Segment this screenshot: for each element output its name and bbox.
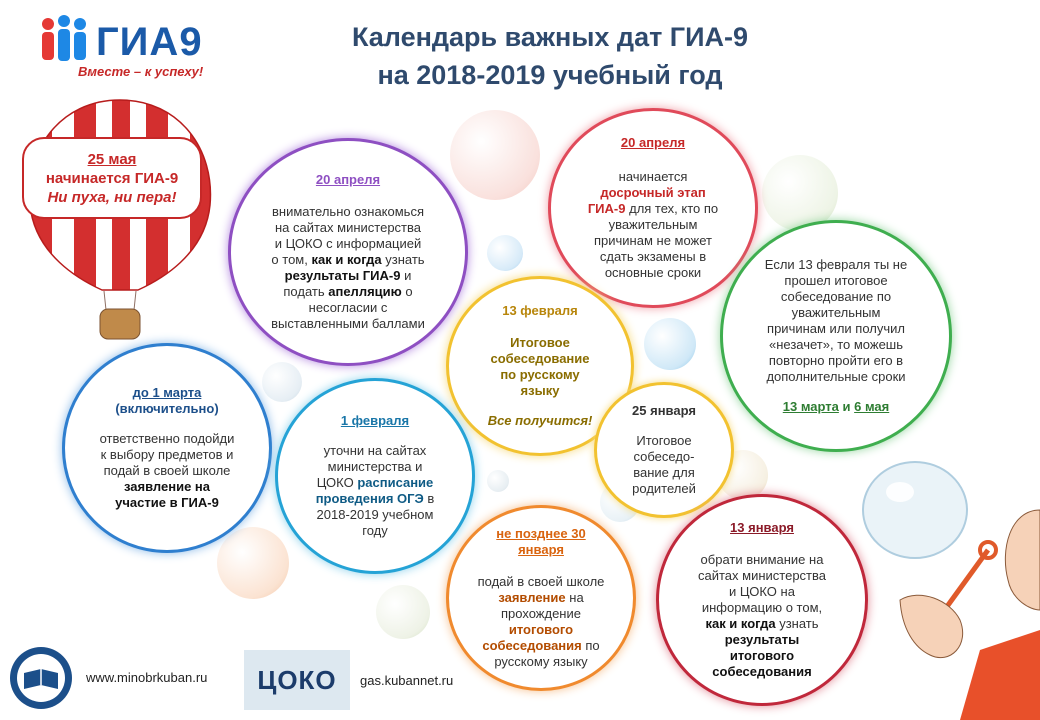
bubble-date: 13 января bbox=[730, 520, 794, 535]
slogan: Вместе – к успеху! bbox=[78, 64, 204, 79]
soap-bubble-decor bbox=[644, 318, 696, 370]
bubble-date: 1 февраля bbox=[340, 413, 410, 428]
gia9-logo bbox=[34, 14, 234, 84]
soap-bubble-decor bbox=[450, 110, 540, 200]
bubble-text: подай в своей школе заявление на прохождение итогового собеседования по русскому языку bbox=[477, 574, 605, 669]
coko-logo: ЦОКО bbox=[244, 650, 350, 710]
ministry-emblem-icon bbox=[8, 645, 74, 711]
soap-bubble-decor bbox=[487, 235, 523, 271]
site-link-minobr[interactable]: www.minobrkuban.ru bbox=[86, 670, 208, 685]
bubble-date: 20 апреля bbox=[315, 172, 381, 187]
bubble-text: Итоговое собеседо-вание для родителей bbox=[632, 433, 696, 496]
bubble-text: ответственно подойди к выбору предметов и подай в своей школе заявление на участие в ГИА-9 bbox=[99, 431, 235, 510]
child-blowing-bubbles-icon bbox=[860, 450, 1040, 720]
bubble-date: 13 февраля bbox=[502, 303, 578, 318]
bubble-text: уточни на сайтах министерства и ЦОКО расписание проведения ОГЭ в 2018-2019 учебном году bbox=[315, 443, 435, 538]
bubble-text: Если 13 февраля ты не прошел итоговое собеседование по уважительным причинам или получил «незачет», то можешь повторно пройти его в дополнительные сроки bbox=[764, 257, 908, 384]
logo-text: ГИА9 bbox=[96, 20, 203, 64]
soap-bubble-decor bbox=[376, 585, 430, 639]
bubble-jan30 bbox=[446, 505, 636, 691]
bubble-text: внимательно ознакомься на сайтах министерства и ЦОКО с информацией о том, как и когда узнать результаты ГИА-9 и подать апелляцию о несогласии с выставленными баллами bbox=[271, 204, 425, 331]
bubble-text: Итоговое собеседование по русскому языку bbox=[490, 335, 590, 398]
people-logo-icon bbox=[34, 14, 94, 64]
bubble-date: 20 апреля bbox=[620, 135, 686, 150]
balloon-line2: Ни пуха, ни пера! bbox=[47, 188, 177, 206]
bubble-jan25 bbox=[594, 382, 734, 518]
bubble-retake bbox=[720, 220, 952, 452]
bubble-text: начинается досрочный этап ГИА-9 для тех, кто по уважительным причинам не может сдать экзамены в основные сроки bbox=[587, 169, 719, 280]
soap-bubble-decor bbox=[262, 362, 302, 402]
bubble-dates: 13 марта и 6 мая bbox=[782, 399, 890, 414]
balloon-line1: начинается ГИА-9 bbox=[45, 169, 179, 187]
bubble-feb1 bbox=[275, 378, 475, 574]
site-link-gas[interactable]: gas.kubannet.ru bbox=[360, 673, 454, 688]
bubble-early-stage bbox=[548, 108, 758, 308]
soap-bubble-decor bbox=[487, 470, 509, 492]
bubble-date: 25 января bbox=[632, 403, 696, 418]
balloon-date: 25 мая bbox=[87, 150, 137, 168]
bubble-appeal bbox=[228, 138, 468, 366]
hot-air-balloon-icon bbox=[20, 95, 220, 355]
bubble-date: до 1 марта bbox=[132, 385, 202, 400]
page-title: Календарь важных дат ГИА-9 на 2018-2019 учебный год bbox=[351, 22, 749, 90]
bubble-date-note: (включительно) bbox=[115, 401, 219, 416]
soap-bubble-decor bbox=[217, 527, 289, 599]
bubble-jan13 bbox=[656, 494, 868, 706]
bubble-slogan: Все получится! bbox=[487, 413, 593, 428]
balloon-card bbox=[22, 137, 202, 219]
bubble-march1 bbox=[62, 343, 272, 553]
bubble-date: не позднее 30 января bbox=[496, 526, 586, 557]
bubble-text: обрати внимание на сайтах министерства и ЦОКО на информацию о том, как и когда узнать результаты итогового собеседования bbox=[698, 552, 826, 679]
